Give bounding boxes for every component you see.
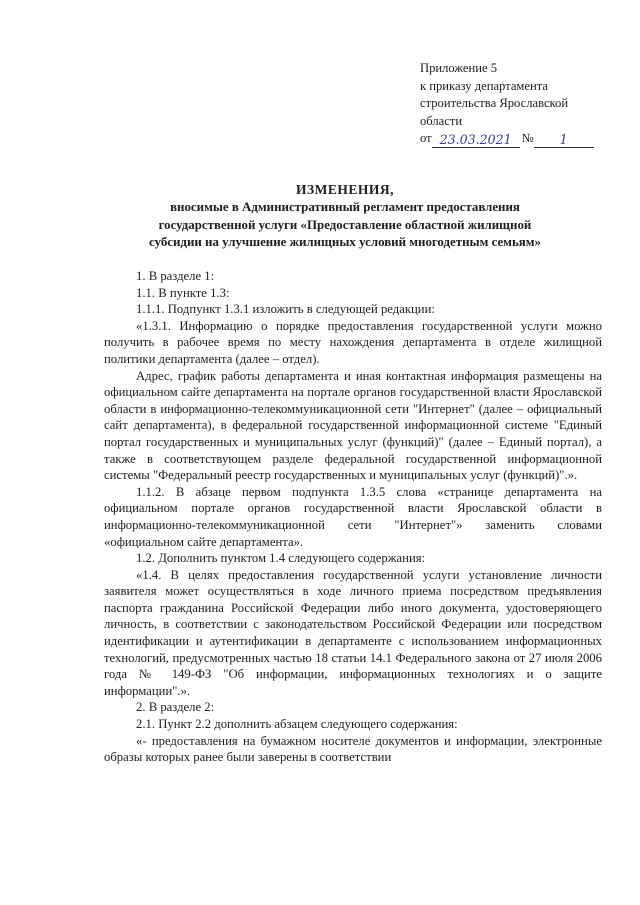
paragraph: 1.2. Дополнить пунктом 1.4 следующего содержания: xyxy=(136,551,426,566)
document-body xyxy=(104,268,602,766)
document-title xyxy=(95,181,595,252)
handwritten-number: 1 xyxy=(534,132,594,148)
title-line: государственной услуги «Предоставление областной жилищной xyxy=(158,217,532,232)
number-prefix: № xyxy=(521,131,534,145)
date-prefix: от xyxy=(420,131,432,145)
title-line: вносимые в Административный регламент предоставления xyxy=(170,199,520,214)
paragraph: 1.1. В пункте 1.3: xyxy=(136,285,230,300)
appendix-block xyxy=(420,60,620,148)
handwritten-date: 23.03.2021 xyxy=(432,132,520,148)
paragraph: Адрес, график работы департамента и иная контактная информация размещены на официальном сайте департамента на портале органов государственной власти Ярославской области в информационно-телекоммуникационной сети "Интернет" (далее – официальный сайт департамента), в федеральной государственной информационной системе "Единый портал государственных и муниципальных услуг (функций)" (далее – Единый портал), а также в соответствующем разделе федеральной государственной информационной системы "Федеральный реестр государственных и муниципальных услуг (функций)".». xyxy=(104,368,602,483)
order-date-number xyxy=(420,130,620,148)
paragraph: «1.4. В целях предоставления государственной услуги установление личности заявителя может осуществляться в ходе личного приема посредством предъявления паспорта гражданина Российской Федерации либо иного документа, удостоверяющего личность, в соответствии с законодательством Российской Федерации или посредством идентификации и аутентификации в департаменте с использованием информационных технологий, предусмотренных частью 18 статьи 14.1 Федерального закона от 27 июля 2006 года № 149-ФЗ "Об информации, информационных технологиях и о защите информации".». xyxy=(104,567,602,698)
paragraph: 1.1.1. Подпункт 1.3.1 изложить в следующей редакции: xyxy=(136,302,435,317)
appendix-line: области xyxy=(420,113,463,128)
paragraph: 2. В разделе 2: xyxy=(136,700,215,715)
appendix-line: к приказу департамента xyxy=(420,78,548,93)
appendix-line: строительства Ярославской xyxy=(420,96,569,110)
paragraph: 1. В разделе 1: xyxy=(136,269,215,283)
paragraph: 2.1. Пункт 2.2 дополнить абзацем следующего содержания: xyxy=(136,717,458,732)
appendix-line: Приложение 5 xyxy=(420,61,498,75)
paragraph: «1.3.1. Информацию о порядке предоставления государственной услуги можно получить в рабочее время по месту нахождения департамента в отделе жилищной политики департамента (далее – отдел). xyxy=(104,318,602,366)
title-heading: ИЗМЕНЕНИЯ, xyxy=(295,182,394,197)
title-line: субсидии на улучшение жилищных условий многодетным семьям» xyxy=(149,235,541,250)
paragraph: 1.1.2. В абзаце первом подпункта 1.3.5 слова «странице департамента на официальном портале органов государственной власти Ярославской области в информационно-телекоммуникационной сети "Интернет"» заменить словами «официальном сайте департамента». xyxy=(104,484,602,549)
paragraph: «- предоставления на бумажном носителе документов и информации, электронные образы которых ранее были заверены в соответствии xyxy=(104,733,602,765)
